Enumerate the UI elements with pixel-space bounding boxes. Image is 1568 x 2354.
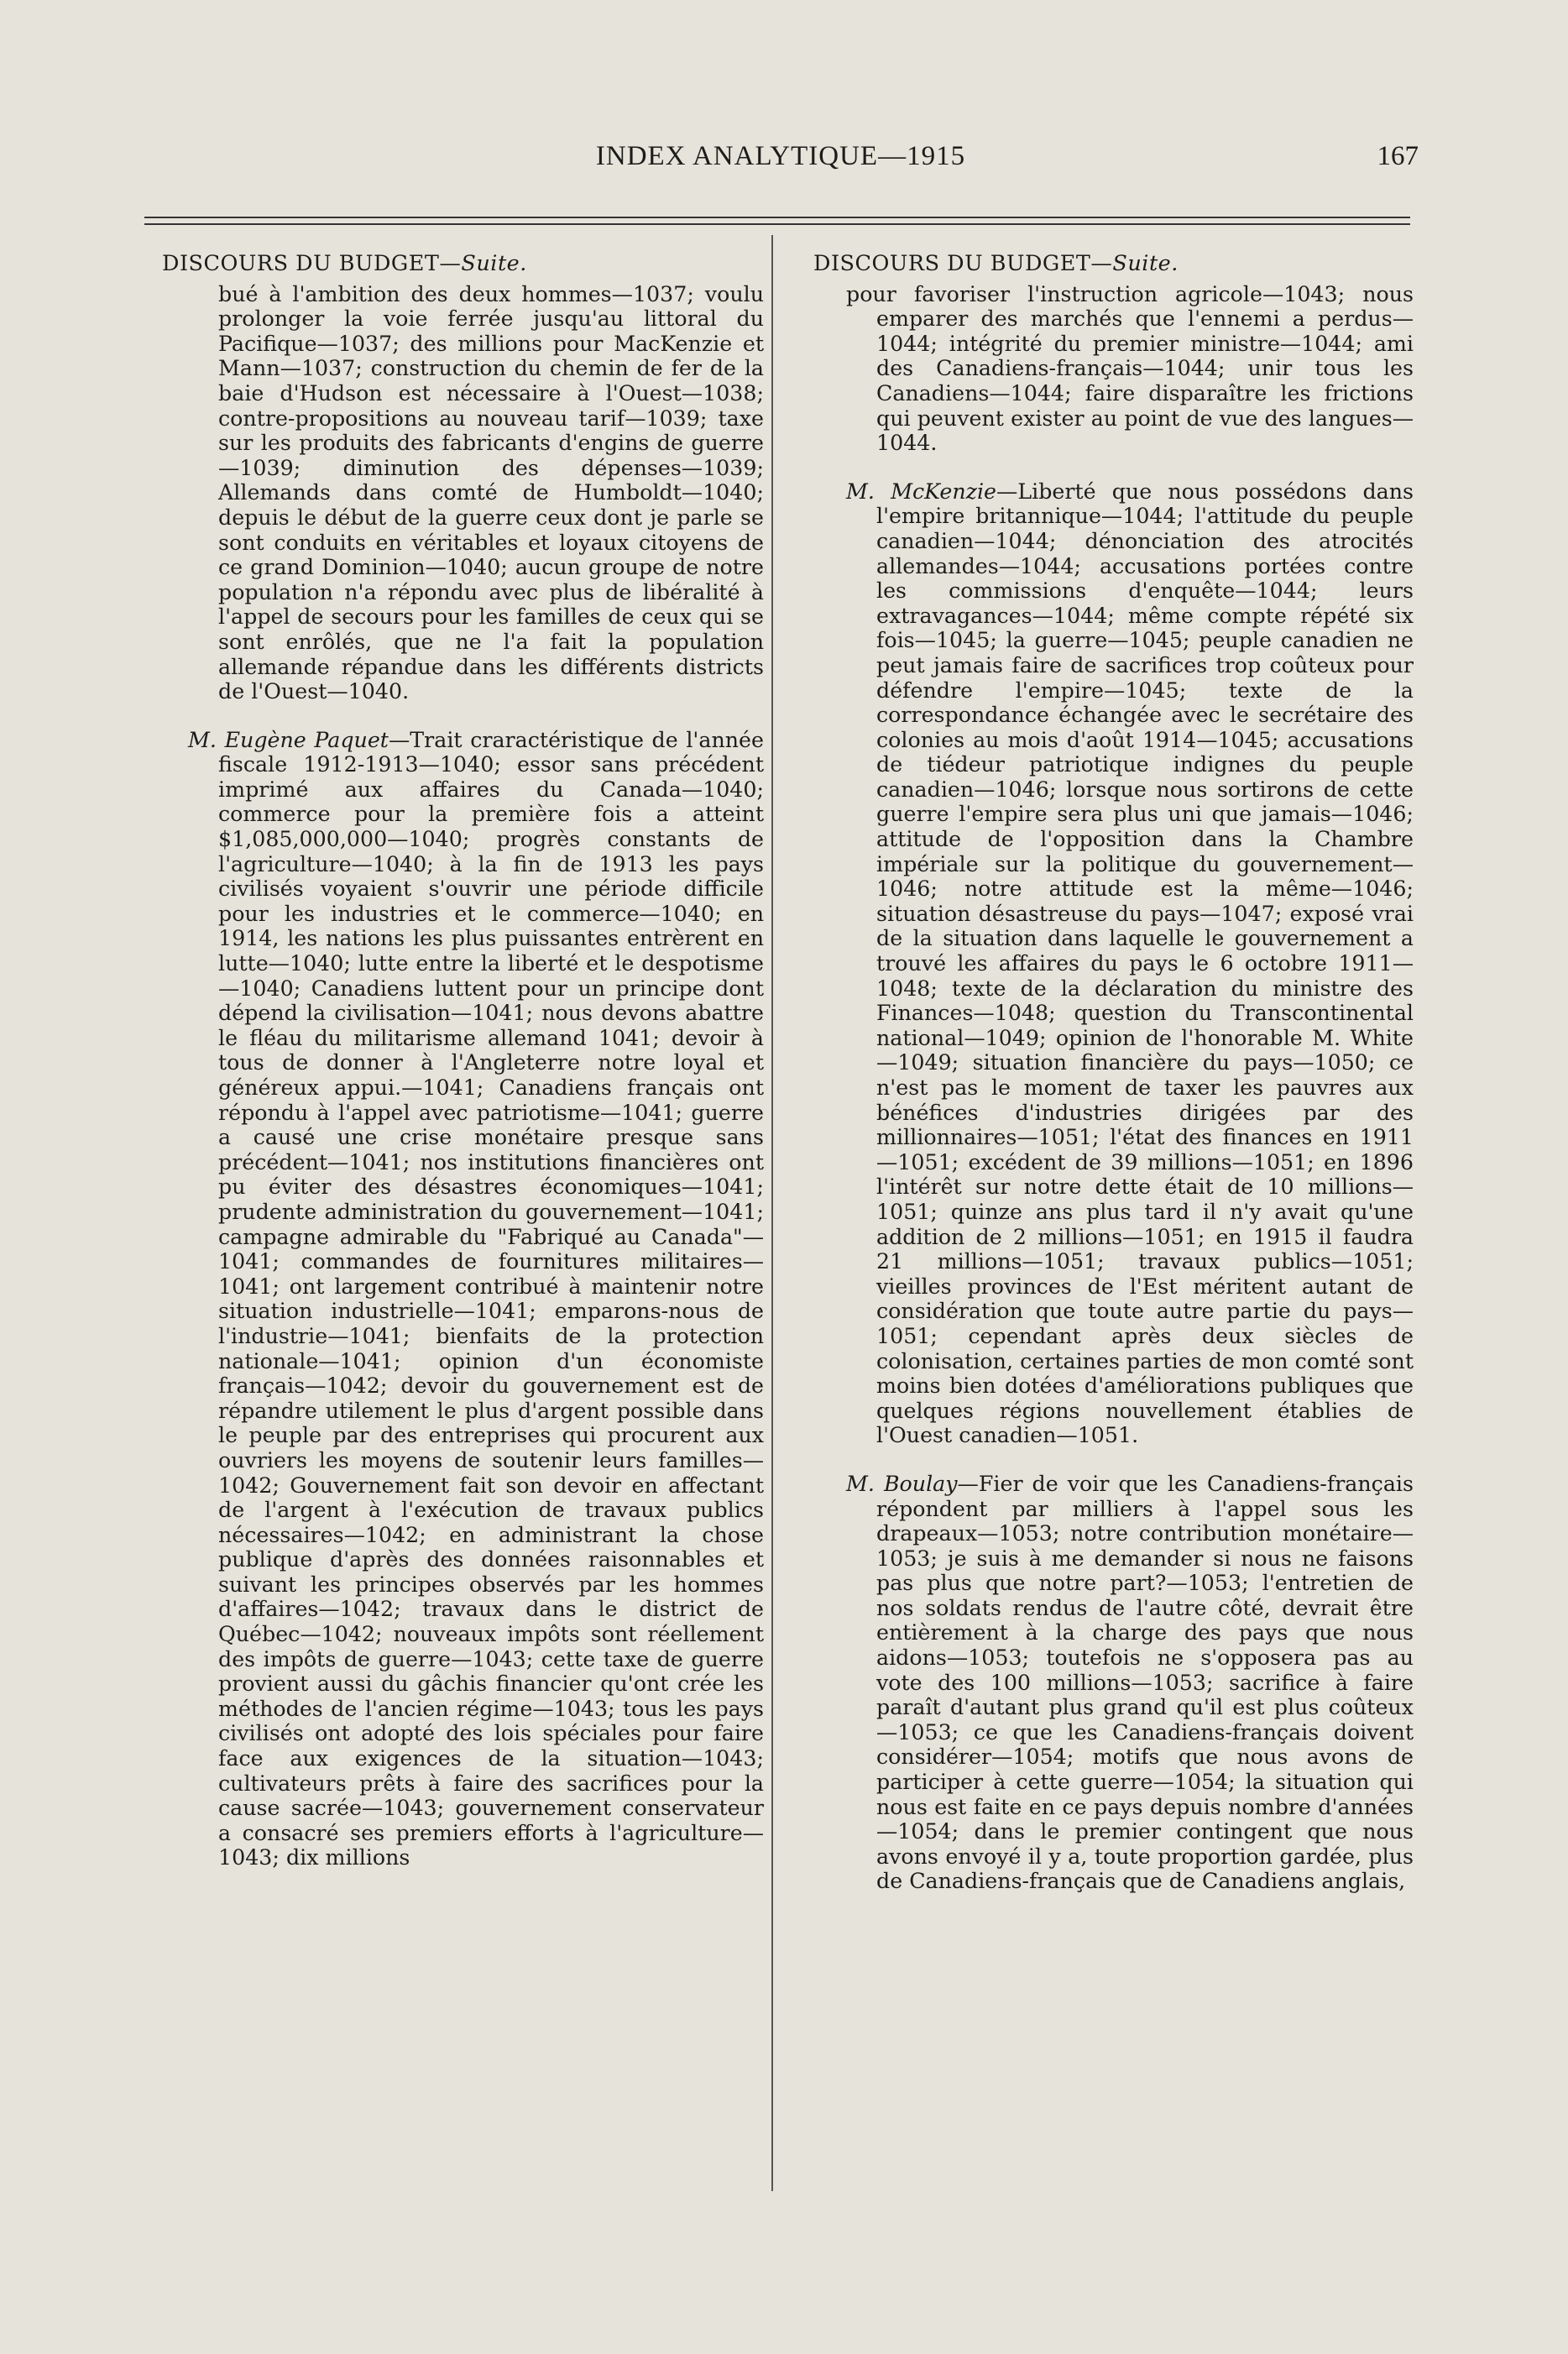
index-entry-paquet (158, 728, 764, 1870)
page-title: INDEX ANALYTIQUE—1915 (595, 141, 966, 171)
entry-text: —Liberté que nous possédons dans l'empire britannique—1044; l'attitude du peuple canadien—1044; dénonciation des atrocités allemandes—1044; accusations portées contre les commissions d'enquête—1044; leurs extravagances—1044; même compte répété six fois—1045; la guerre—1045; peuple canadien ne peut jamais faire de sacrifices trop coûteux pour défendre l'empire—1045; texte de la correspondance échangée avec le secrétaire des colonies au mois d'août 1914—1045; accusations de tiédeur patriotique indignes du peuple canadien—1046; lorsque nous sortirons de cette guerre l'empire sera plus uni que jamais—1046; attitude de l'opposition dans la Chambre impériale sur la politique du gouvernement—1046; notre attitude est la même—1046; situation désastreuse du pays—1047; exposé vrai de la situation dans laquelle le gouvernement a trouvé les affaires du pays le 6 octobre 1911—1048; texte de la déclaration du ministre des Finances—1048; question du Transcontinental national—1049; opinion de l'honorable M. White—1049; situation financière du pays—1050; ce n'est pas le moment de taxer les pauvres aux bénéfices d'industries dirigées par des millionnaires—1051; l'état des finances en 1911—1051; excédent de 39 millions—1051; en 1896 l'intérêt sur notre dette était de 10 millions—1051; quinze ans plus tard il n'y avait qu'une addition de 2 millions—1051; en 1915 il faudra 21 millions—1051; travaux publics—1051; vieilles provinces de l'Est méritent autant de considération que toute autre partie du pays—1051; cependant après deux siècles de colonisation, certaines parties de mon comté sont moins bien dotées d'améliorations publiques que quelques régions nouvellement établies de l'Ouest canadien—1051. (876, 479, 1414, 1448)
heading-suite: Suite. (1112, 251, 1179, 276)
column-divider (771, 235, 773, 2191)
running-head (143, 141, 1419, 178)
header-rule-bottom (144, 223, 1410, 225)
speaker-name: M. Eugène Paquet (188, 727, 389, 752)
page-number: 167 (1377, 141, 1419, 171)
speaker-name: M. Boulay (846, 1471, 958, 1496)
continuation-entry: pour favoriser l'instruction agricole—1043; nous emparer des marchés que l'ennemi a perdus—1044; intégrité du premier ministre—1044; ami des Canadiens-français—1044; unir tous les Canadiens—1044; faire disparaître les frictions qui peuvent exister au point de vue des langues—1044. (846, 281, 1414, 456)
heading-main: DISCOURS DU BUDGET— (162, 251, 462, 276)
continuation-entry: bué à l'ambition des deux hommes—1037; voulu prolonger la voie ferrée jusqu'au littoral du Pacifique—1037; des millions pour MacKenzie et Mann—1037; construction du chemin de fer de la baie d'Hudson est nécessaire à l'Ouest—1038; contre-propositions au nouveau tarif—1039; taxe sur les produits des fabricants d'engins de guerre—1039; diminution des dépenses—1039; Allemands dans comté de Humboldt—1040; depuis le début de la guerre ceux dont je parle se sont conduits en véritables et loyaux citoyens de ce grand Dominion—1040; aucun groupe de notre population n'a répondu avec plus de libéralité à l'appel de secours pour les familles de ceux qui se sont enrôlés, que ne l'a fait la population allemande répandue dans les différents districts de l'Ouest—1040. (218, 281, 764, 704)
entry-text: —Fier de voir que les Canadiens-français répondent par milliers à l'appel sous les drapeaux—1053; notre contribution monétaire—1053; je suis à me demander si nous ne faisons pas plus que notre part?—1053; l'entretien de nos soldats rendus de l'autre côté, devrait être entièrement à la charge des pays que nous aidons—1053; toutefois ne s'opposera pas au vote des 100 millions—1053; sacrifice à faire paraît d'autant plus grand qu'il est plus coûteux—1053; ce que les Canadiens-français doivent considérer—1054; motifs que nous avons de participer à cette guerre—1054; la situation qui nous est faite en ce pays depuis nombre d'années—1054; dans le premier contingent que nous avons envoyé il y a, toute proportion gardée, plus de Canadiens-français que de Canadiens anglais, (876, 1471, 1414, 1894)
right-column (809, 252, 1414, 1917)
heading-suite: Suite. (461, 251, 527, 276)
index-entry-mckenzie (809, 479, 1414, 1448)
right-column-heading (809, 252, 1414, 277)
speaker-name: M. McKenzie (846, 479, 997, 504)
heading-main: DISCOURS DU BUDGET— (813, 251, 1113, 276)
index-entry-boulay (809, 1472, 1414, 1894)
header-rule-top (144, 217, 1410, 218)
left-column-heading (158, 252, 764, 277)
entry-text: —Trait craractéristique de l'année fiscale 1912-1913—1040; essor sans précédent imprimé aux affaires du Canada—1040; commerce pour la première fois a atteint $1,085,000,000—1040; progrès constants de l'agriculture—1040; à la fin de 1913 les pays civilisés voyaient s'ouvrir une période difficile pour les industries et le commerce—1040; en 1914, les nations les plus puissantes entrèrent en lutte—1040; lutte entre la liberté et le despotisme—1040; Canadiens luttent pour un principe dont dépend la civilisation—1041; nous devons abattre le fléau du militarisme allemand 1041; devoir à tous de donner à l'Angleterre notre loyal et généreux appui.—1041; Canadiens français ont répondu à l'appel avec patriotisme—1041; guerre a causé une crise monétaire presque sans précédent—1041; nos institutions financières ont pu éviter des désastres économiques—1041; prudente administration du gouvernement—1041; campagne admirable du "Fabriqué au Canada"—1041; commandes de fournitures militaires—1041; ont largement contribué à maintenir notre situation industrielle—1041; emparons-nous de l'industrie—1041; bienfaits de la protection nationale—1041; opinion d'un économiste français—1042; devoir du gouvernement est de répandre utilement le plus d'argent possible dans le peuple par des entreprises qui procurent aux ouvriers les moyens de soutenir leurs familles—1042; Gouvernement fait son devoir en affectant de l'argent à l'exécution de travaux publics nécessaires—1042; en administrant la chose publique d'après des données raisonnables et suivant les principes observés par les hommes d'affaires—1042; travaux dans le district de Québec—1042; nouveaux impôts sont réellement des impôts de guerre—1043; cette taxe de guerre provient aussi du gâchis financier qu'ont crée les méthodes de l'ancien régime—1043; tous les pays civilisés ont adopté des lois spéciales pour faire face aux exigences de la situation—1043; cultivateurs prêts à faire des sacrifices pour la cause sacrée—1043; gouvernement conservateur a consacré ses premiers efforts à l'agriculture—1043; dix millions (218, 727, 764, 1870)
left-column (158, 252, 764, 1894)
